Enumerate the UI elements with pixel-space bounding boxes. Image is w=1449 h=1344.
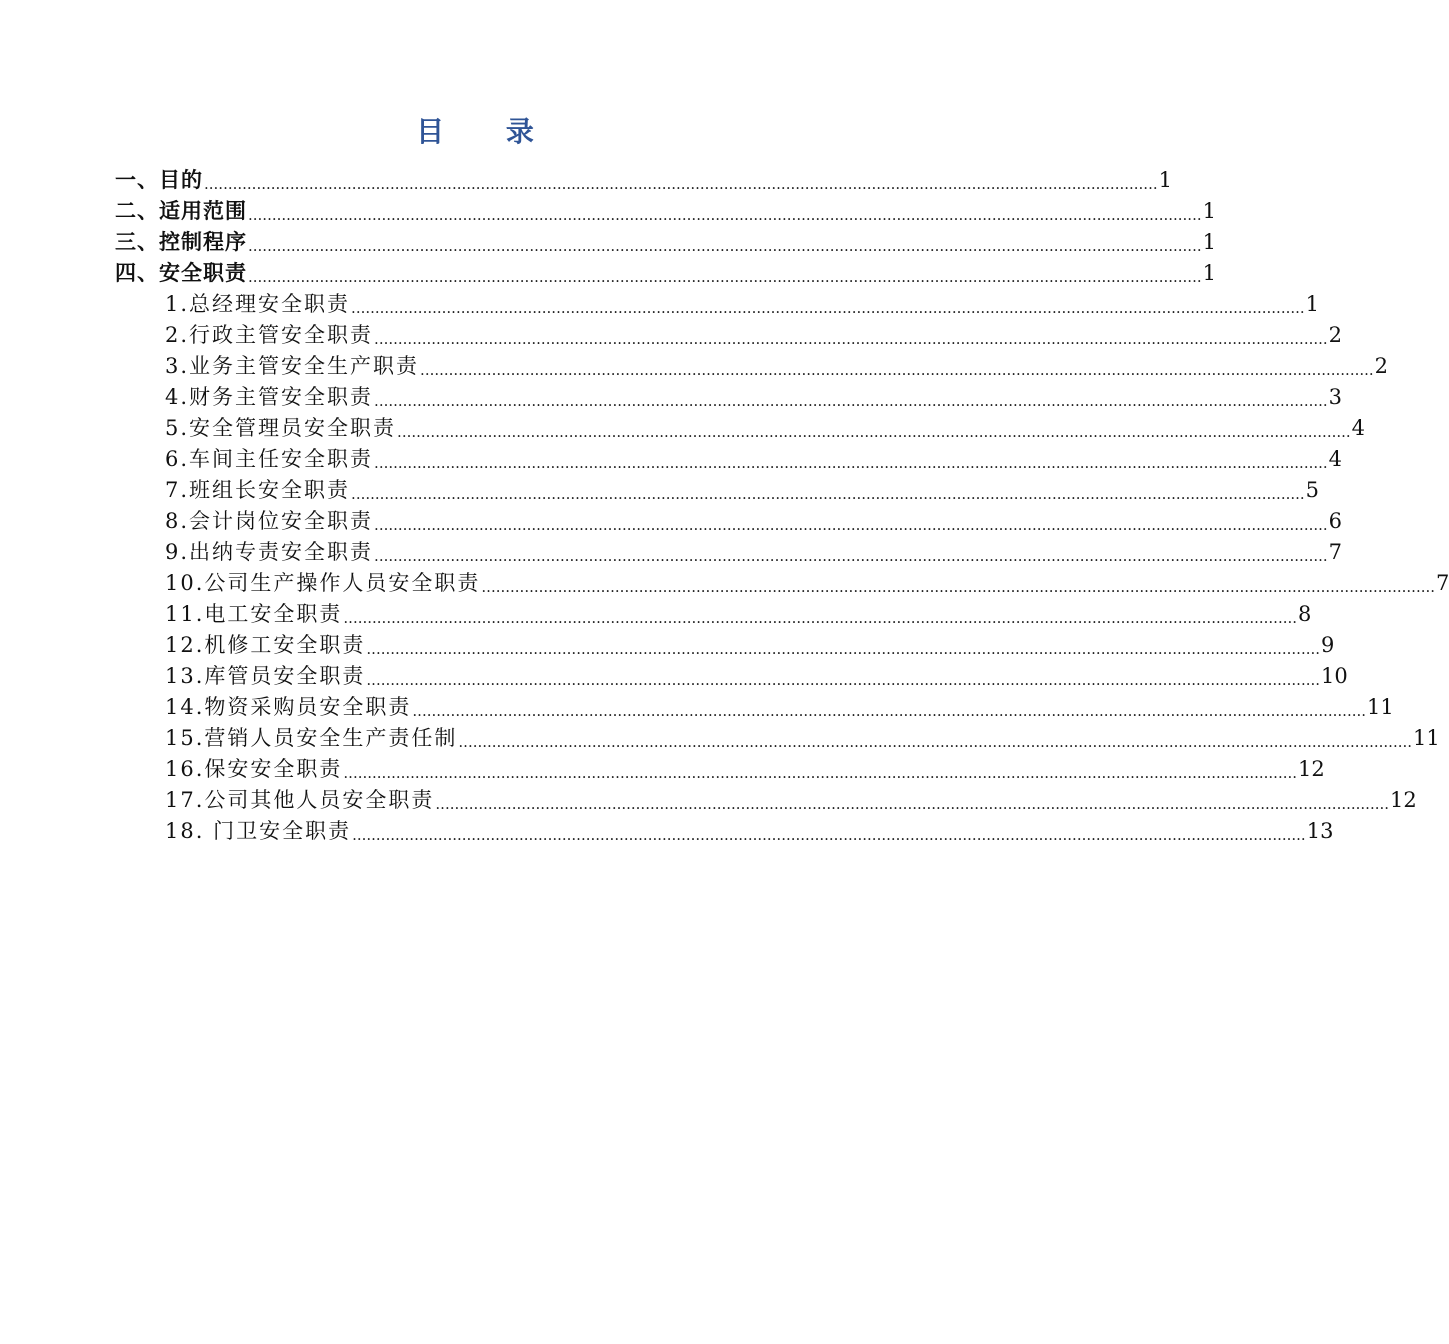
toc-entry-text: 三、控制程序	[115, 230, 247, 254]
toc-entry-text: 16.保安安全职责	[165, 757, 343, 781]
toc-entry-text: 5.安全管理员安全职责	[165, 416, 397, 440]
toc-page-number: 4	[1328, 447, 1343, 471]
toc-entry-text: 9.出纳专责安全职责	[165, 540, 374, 564]
toc-dot-leader: ........................................................................................................................................................................................................	[374, 454, 1328, 472]
toc-subsection-entry[interactable]	[115, 661, 1348, 692]
toc-page-number: 2	[1374, 354, 1389, 378]
toc-subsection-entry[interactable]	[115, 785, 1417, 816]
toc-section-entry[interactable]	[115, 196, 1216, 227]
toc-entry-text: 3.业务主管安全生产职责	[165, 354, 420, 378]
toc-dot-leader: ........................................................................................................................................................................................................	[420, 361, 1374, 379]
toc-dot-leader: ........................................................................................................................................................................................................	[343, 764, 1298, 782]
toc-dot-leader: ........................................................................................................................................................................................................	[351, 485, 1305, 503]
toc-subsection-entry[interactable]	[115, 723, 1440, 754]
toc-page-number: 1	[1202, 261, 1216, 285]
toc-subsection-entry[interactable]	[115, 816, 1334, 847]
toc-page-number: 11	[1413, 726, 1440, 750]
toc-entry-text: 12.机修工安全职责	[165, 633, 366, 657]
toc-entry-text: 6.车间主任安全职责	[165, 447, 374, 471]
toc-entry-text: 7.班组长安全职责	[165, 478, 351, 502]
toc-dot-leader: ........................................................................................................................................................................................................	[248, 206, 1202, 224]
toc-page-number: 2	[1328, 323, 1343, 347]
toc-subsection-entry[interactable]	[115, 351, 1389, 382]
toc-subsection-entry[interactable]	[115, 568, 1449, 599]
toc-subsection-entry[interactable]	[115, 754, 1325, 785]
toc-page-number: 9	[1321, 633, 1335, 657]
toc-page-number: 1	[1305, 292, 1320, 316]
toc-subsection-entry[interactable]	[115, 506, 1343, 537]
toc-dot-leader: ........................................................................................................................................................................................................	[248, 268, 1202, 286]
toc-page-number: 5	[1305, 478, 1320, 502]
toc-page-number: 7	[1328, 540, 1343, 564]
toc-subsection-entry[interactable]	[115, 630, 1335, 661]
toc-subsection-entry[interactable]	[115, 599, 1312, 630]
toc-dot-leader: ........................................................................................................................................................................................................	[412, 702, 1367, 720]
toc-subsection-entry[interactable]	[115, 692, 1394, 723]
toc-section-entry[interactable]	[115, 258, 1216, 289]
toc-page-number: 12	[1298, 757, 1325, 781]
toc-page-number: 10	[1321, 664, 1348, 688]
toc-subsection-entry[interactable]	[115, 537, 1343, 568]
toc-entry-text: 11.电工安全职责	[165, 602, 343, 626]
toc-entry-text: 4.财务主管安全职责	[165, 385, 374, 409]
toc-dot-leader: ........................................................................................................................................................................................................	[374, 330, 1328, 348]
toc-dot-leader: ........................................................................................................................................................................................................	[248, 237, 1202, 255]
toc-page-number: 1	[1202, 199, 1216, 223]
toc-page-number: 1	[1158, 168, 1172, 192]
toc-page-number: 13	[1306, 819, 1334, 843]
toc-subsection-entry[interactable]	[115, 444, 1343, 475]
toc-dot-leader: ........................................................................................................................................................................................................	[397, 423, 1351, 441]
toc-entry-text: 四、安全职责	[115, 261, 247, 285]
toc-entry-text: 17.公司其他人员安全职责	[165, 788, 435, 812]
toc-dot-leader: ........................................................................................................................................................................................................	[481, 578, 1436, 596]
toc-dot-leader: ........................................................................................................................................................................................................	[374, 547, 1328, 565]
toc-list	[115, 165, 1449, 847]
toc-page-number: 1	[1202, 230, 1216, 254]
toc-entry-text: 2.行政主管安全职责	[165, 323, 374, 347]
toc-dot-leader: ........................................................................................................................................................................................................	[366, 671, 1321, 689]
toc-page-number: 8	[1298, 602, 1312, 626]
toc-page-number: 7	[1436, 571, 1449, 595]
toc-entry-text: 二、适用范围	[115, 199, 247, 223]
toc-page-number: 12	[1390, 788, 1417, 812]
toc-entry-text: 13.库管员安全职责	[165, 664, 366, 688]
toc-section-entry[interactable]	[115, 227, 1216, 258]
toc-page-number: 6	[1328, 509, 1343, 533]
toc-dot-leader: ........................................................................................................................................................................................................	[352, 826, 1306, 844]
toc-entry-text: 18. 门卫安全职责	[165, 819, 352, 843]
toc-dot-leader: ........................................................................................................................................................................................................	[204, 175, 1158, 193]
toc-entry-text: 10.公司生产操作人员安全职责	[165, 571, 481, 595]
toc-subsection-entry[interactable]	[115, 382, 1343, 413]
toc-dot-leader: ........................................................................................................................................................................................................	[366, 640, 1321, 658]
toc-title: 目 录	[416, 115, 560, 148]
toc-entry-text: 8.会计岗位安全职责	[165, 509, 374, 533]
toc-section-entry[interactable]	[115, 165, 1172, 196]
toc-dot-leader: ........................................................................................................................................................................................................	[374, 516, 1328, 534]
toc-entry-text: 一、目的	[115, 168, 203, 192]
toc-subsection-entry[interactable]	[115, 289, 1320, 320]
toc-page-number: 4	[1351, 416, 1366, 440]
toc-entry-text: 15.营销人员安全生产责任制	[165, 726, 458, 750]
toc-dot-leader: ........................................................................................................................................................................................................	[374, 392, 1328, 410]
toc-subsection-entry[interactable]	[115, 413, 1366, 444]
toc-entry-text: 1.总经理安全职责	[165, 292, 351, 316]
toc-subsection-entry[interactable]	[115, 475, 1320, 506]
toc-dot-leader: ........................................................................................................................................................................................................	[351, 299, 1305, 317]
toc-dot-leader: ........................................................................................................................................................................................................	[458, 733, 1413, 751]
toc-page-number: 11	[1367, 695, 1394, 719]
toc-dot-leader: ........................................................................................................................................................................................................	[343, 609, 1298, 627]
toc-dot-leader: ........................................................................................................................................................................................................	[435, 795, 1390, 813]
toc-subsection-entry[interactable]	[115, 320, 1343, 351]
toc-entry-text: 14.物资采购员安全职责	[165, 695, 412, 719]
toc-page-number: 3	[1328, 385, 1343, 409]
